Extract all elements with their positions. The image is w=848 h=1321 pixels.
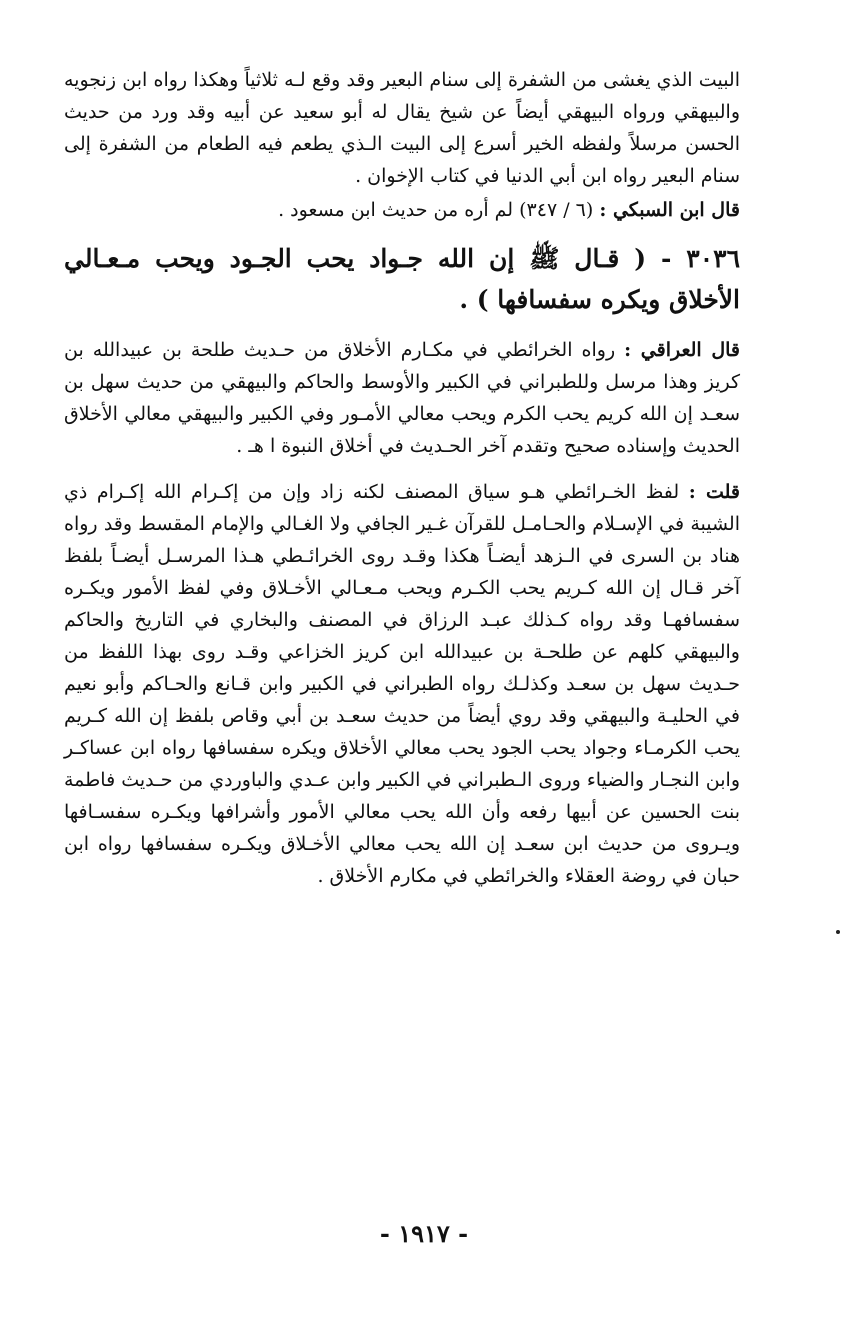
spacer: [64, 462, 740, 476]
qultu-lead: قلت :: [688, 481, 740, 503]
iraqi-paragraph: [64, 334, 740, 462]
qultu-paragraph: [64, 476, 740, 892]
spacer: [64, 226, 740, 238]
iraqi-lead: قال العراقي :: [624, 339, 740, 361]
hadith-heading: ٣٠٣٦ - ( قـال ﷺ إن الله جـواد يحب الجـود ويحب مـعـالي الأخلاق ويكره سفسافها ) .: [64, 244, 740, 314]
paragraph-continuation: البيت الذي يغشى من الشفرة إلى سنام البعير وقد وقع لـه ثلاثياً وهكذا رواه ابن زنجويه والبيهقي ورواه البيهقي أيضاً عن شيخ يقال له أبو سعيد عن أبيه وقد ورد من حديث الحسن مرسلاً ولفظه الخير أسرع إلى البيت الـذي يطعم فيه الطعام من الشفرة إلى سنام البعير رواه ابن أبي الدنيا في كتاب الإخوان .: [64, 69, 740, 187]
scan-mark: [836, 930, 840, 934]
page-body: [64, 64, 740, 892]
qultu-text: لفظ الخـرائطي هـو سياق المصنف لكنه زاد وإن من إكـرام الله إكـرام ذي الشيبة في الإسـلام والحـامـل للقرآن غـير الجافي ولا الغـالي والإمام المقسط وقد رواه هناد بن السرى في الـزهد أيضـاً هكذا وقـد روى الخرائـطي هـذا المرسـل أيضـاً بلفظ آخر قـال إن الله كـريم يحب الكـرم ويحب مـعـالي الأخـلاق وفي لفظ الأمور ويكـره سفسافهـا وقد رواه كـذلك عبـد الرزاق في المصنف والبخاري في التاريخ والحاكم والبيهقي كلهم عن طلحـة بن عبيدالله ابن كريز الخزاعي وقـد روى بهذا اللفظ من حـديث سهل بن سعـد وكذلـك رواه الطبراني في الكبير وابن قـانع والحـاكم وأبو نعيم في الحليـة والبيهقي وقد روي أيضاً من حديث سعـد بن أبي وقاص بلفظ إن الله كـريم يحب الكرمـاء وجواد يحب الجود يحب معالي الأخلاق ويكره سفسافها رواه ابن عساكـر وابن النجـار والضياء وروى الـطبراني في الكبير وابن عـدي والباوردي من حـديث فاطمة بنت الحسين عن أبيها رفعه وأن الله يحب معالي الأمور وأشرافها ويكـره سفسـافها ويـروى من حديث ابن سعـد إن الله يحب معالي الأخـلاق ويكـره سفسافها رواه ابن حبان في روضة العقلاء والخرائطي في مكارم الأخلاق .: [64, 481, 740, 887]
subki-paragraph: [64, 194, 740, 226]
subki-lead: قال ابن السبكي :: [599, 199, 740, 221]
subki-text: (٦ / ٣٤٧) لم أره من حديث ابن مسعود .: [278, 199, 594, 221]
iraqi-text: رواه الخرائطي في مكـارم الأخلاق من حـديث طلحة بن عبيدالله بن كريز وهذا مرسل وللطبراني في الكبير والأوسط والحاكم والبيهقي من حديث سهل بن سعـد إن الله كريم يحب الكرم ويحب معالي الأمـور وفي الكبير والبيهقي معالي الأخلاق الحديث وإسناده صحيح وتقدم آخر الحـديث في أخلاق النبوة ا هـ .: [64, 339, 740, 457]
spacer: [64, 320, 740, 334]
page-number: - ١٩١٧ -: [379, 1219, 469, 1248]
